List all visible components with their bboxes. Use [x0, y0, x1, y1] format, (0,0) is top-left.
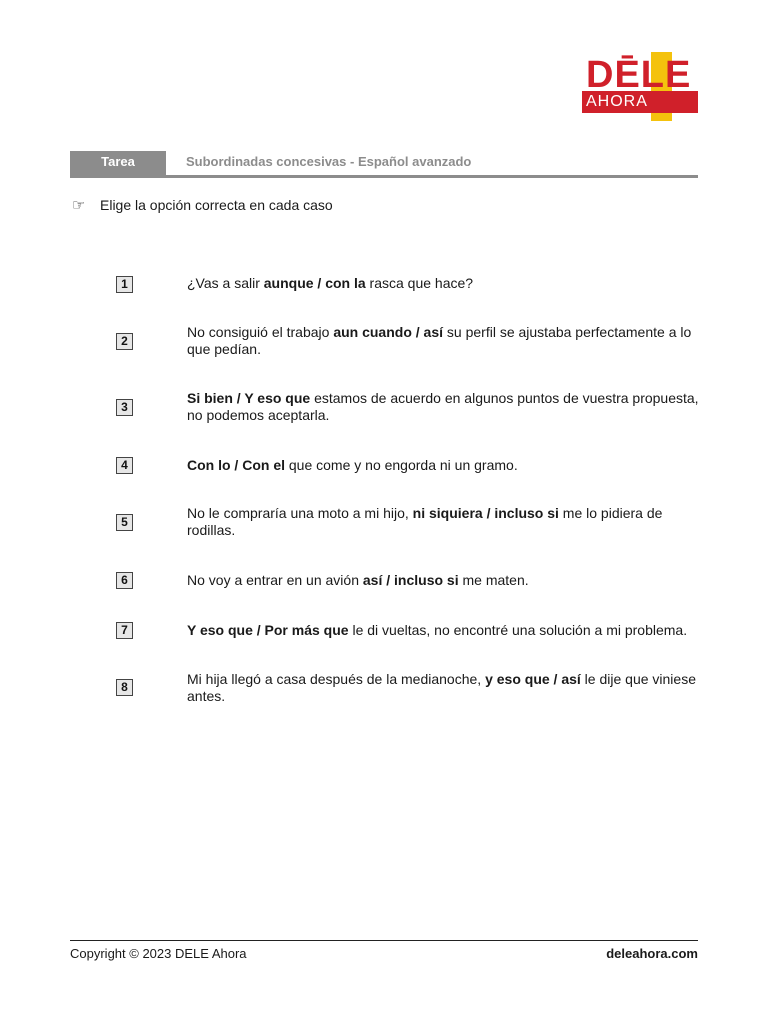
sentence-options: Y eso que / Por más que [187, 622, 349, 638]
item-sentence [187, 390, 699, 424]
sentence-text: me lo pidiera de rodillas. [187, 505, 663, 538]
sentence-text: rasca que hace? [365, 275, 474, 291]
item-sentence [187, 457, 699, 474]
sentence-text: estamos de acuerdo en algunos puntos de vuestra propuesta, no podemos aceptarla. [187, 390, 699, 423]
logo-ahora-text: AHORA [586, 93, 648, 110]
header-divider [70, 175, 698, 178]
sentence-options: y eso que / así [485, 671, 581, 687]
sentence-options: así / incluso si [362, 572, 459, 588]
item-number: 2 [116, 333, 133, 350]
sentence-text: que come y no engorda ni un gramo. [285, 457, 518, 473]
item-number: 8 [116, 679, 133, 696]
task-tab-label: Tarea [70, 151, 166, 175]
item-number: 7 [116, 622, 133, 639]
sentence-text: ¿Vas a salir [187, 275, 264, 291]
item-number: 1 [116, 276, 133, 293]
item-sentence [187, 275, 699, 292]
item-sentence [187, 505, 699, 539]
footer-divider [70, 940, 698, 941]
sentence-options: ni siquiera / incluso si [412, 505, 559, 521]
item-sentence [187, 572, 699, 589]
sentence-options: aun cuando / así [333, 324, 444, 340]
dele-ahora-logo [582, 52, 700, 124]
website-link[interactable]: deleahora.com [606, 946, 698, 961]
sentence-options: Si bien / Y eso que [187, 390, 311, 406]
sentence-options: Con lo / Con el [187, 457, 285, 473]
item-number: 4 [116, 457, 133, 474]
item-number: 5 [116, 514, 133, 531]
item-number: 6 [116, 572, 133, 589]
item-sentence [187, 324, 699, 358]
sentence-text: le dije que viniese antes. [187, 671, 696, 704]
item-sentence [187, 622, 699, 639]
sentence-text: su perfil se ajustaba perfectamente a lo que pedían. [187, 324, 692, 357]
sentence-text: Mi hija llegó a casa después de la medianoche, [187, 671, 486, 687]
copyright-text: Copyright © 2023 DELE Ahora [70, 946, 247, 961]
task-title: Subordinadas concesivas - Español avanzado [186, 154, 472, 169]
sentence-text: No consiguió el trabajo [187, 324, 334, 340]
sentence-text: me maten. [458, 572, 529, 588]
logo-dele-text: DĒLE [586, 54, 692, 96]
item-sentence [187, 671, 699, 705]
sentence-text: le di vueltas, no encontré una solución a mi problema. [348, 622, 688, 638]
task-header [70, 151, 698, 178]
item-number: 3 [116, 399, 133, 416]
sentence-text: No le compraría una moto a mi hijo, [187, 505, 413, 521]
instruction-text: Elige la opción correcta en cada caso [100, 197, 333, 213]
pointing-hand-icon: ☞ [72, 197, 86, 214]
instruction [72, 196, 333, 215]
sentence-text: No voy a entrar en un avión [187, 572, 363, 588]
sentence-options: aunque / con la [263, 275, 366, 291]
